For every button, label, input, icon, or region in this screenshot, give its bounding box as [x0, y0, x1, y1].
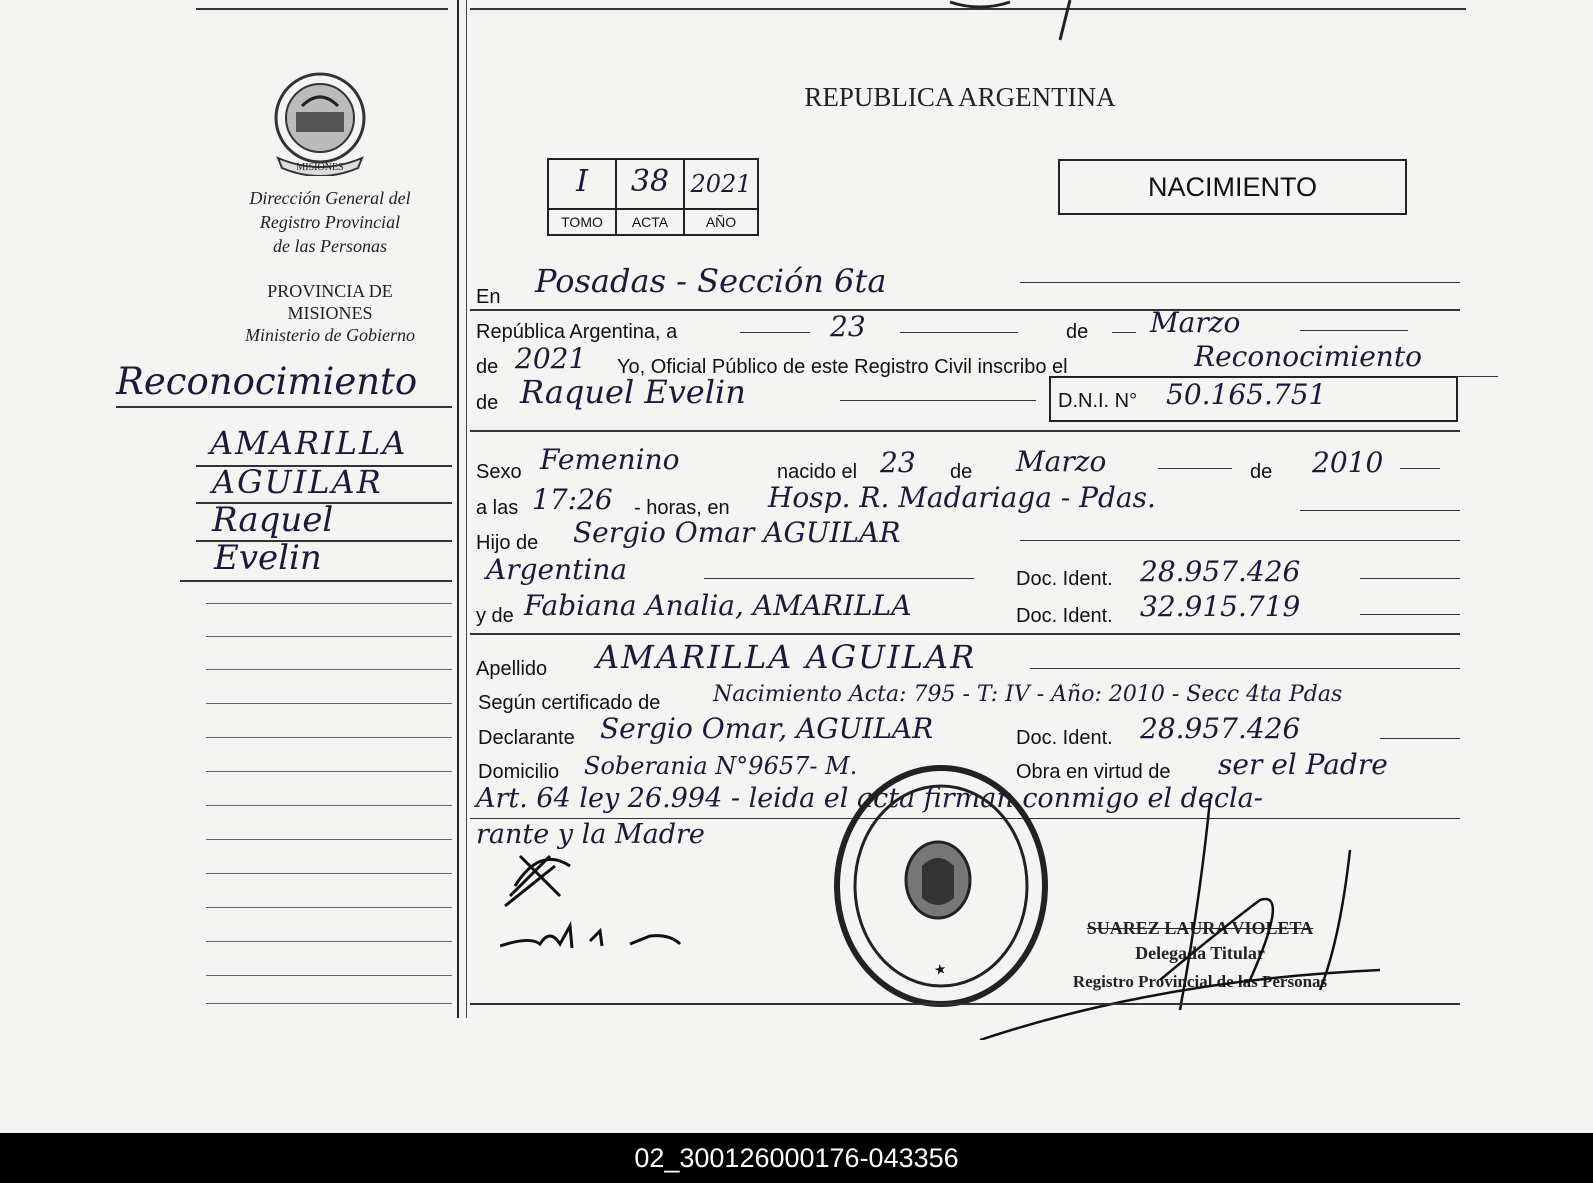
line	[740, 332, 810, 333]
line	[1300, 330, 1408, 331]
top-rule-left	[196, 8, 448, 10]
province-line: MISIONES	[287, 303, 373, 323]
birth-year-value: 2010	[1312, 446, 1384, 479]
official-title: Delegada Titular	[1135, 943, 1265, 963]
margin-note-underline	[116, 406, 452, 408]
agency-name	[210, 186, 450, 258]
act-value: Reconocimiento	[1194, 340, 1422, 373]
acta-value: 38	[630, 164, 670, 199]
birth-day-value: 23	[880, 446, 916, 479]
father-doc-value: 28.957.426	[1140, 555, 1301, 588]
registry-cell-anio	[685, 160, 757, 234]
dni-value: 50.165.751	[1166, 378, 1327, 411]
apellido-label: Apellido	[476, 658, 548, 680]
line	[1380, 738, 1460, 739]
line	[1030, 668, 1460, 669]
sexo-label: Sexo	[476, 461, 522, 483]
declarante-doc-value: 28.957.426	[1140, 712, 1301, 745]
line	[1020, 540, 1460, 541]
apellido-value: AMARILLA AGUILAR	[596, 638, 977, 676]
obra-value: ser el Padre	[1218, 748, 1388, 781]
domicilio-value: Soberania N°9657- M.	[584, 752, 858, 780]
line	[470, 633, 1460, 635]
place-value: Posadas - Sección 6ta	[535, 262, 887, 300]
declarant-signature	[500, 836, 720, 966]
month-value: Marzo	[1150, 306, 1241, 339]
agency-line: de las Personas	[273, 236, 387, 256]
father-nationality-value: Argentina	[486, 553, 628, 586]
province-block	[210, 280, 450, 346]
registry-cell-acta	[617, 160, 685, 234]
ministry-line: Ministerio de Gobierno	[245, 325, 415, 345]
left-blank-line	[206, 737, 452, 738]
de-year-label: de	[476, 356, 499, 378]
alas-label: a las	[476, 497, 519, 519]
en-label: En	[476, 286, 501, 308]
official-office: Registro Provincial de las Personas	[1072, 972, 1328, 991]
line	[840, 400, 1036, 401]
doc-label-3: Doc. Ident.	[1016, 727, 1113, 749]
acta-label: ACTA	[617, 208, 683, 234]
text-line-2: rante y la Madre	[476, 819, 705, 850]
left-blank-line	[206, 975, 452, 976]
tomo-value: I	[576, 164, 588, 199]
line	[1300, 510, 1460, 511]
declarante-value: Sergio Omar, AGUILAR	[600, 712, 934, 745]
doc-label-2: Doc. Ident.	[1016, 605, 1113, 627]
official-signature	[960, 780, 1430, 1040]
bottom-line	[470, 1003, 1460, 1005]
anio-value: 2021	[690, 170, 752, 198]
line	[1400, 468, 1440, 469]
horas-label: - horas, en	[634, 497, 730, 519]
svg-text:MISIONES: MISIONES	[296, 162, 344, 173]
line	[704, 578, 974, 579]
top-ink-marks	[930, 0, 1100, 45]
anio-label: AÑO	[685, 208, 757, 234]
left-blank-line	[206, 941, 452, 942]
de-label: de	[1066, 321, 1089, 343]
provincial-seal-icon	[268, 66, 372, 176]
father-value: Sergio Omar AGUILAR	[573, 516, 901, 549]
left-blank-line	[206, 805, 452, 806]
left-blank-line	[206, 603, 452, 604]
left-blank-line	[206, 771, 452, 772]
mother-doc-value: 32.915.719	[1140, 590, 1301, 623]
svg-text:★: ★	[932, 960, 948, 979]
margin-given-name-1: Raquel	[212, 500, 334, 540]
margin-surname-1: AMARILLA	[210, 424, 408, 462]
record-type: NACIMIENTO	[1058, 159, 1407, 215]
de-label-2: de	[950, 461, 973, 483]
segun-label: Según certificado de	[478, 692, 661, 714]
line	[1360, 614, 1460, 615]
de-name-label: de	[476, 392, 499, 414]
declarante-label: Declarante	[478, 727, 575, 749]
left-blank-line	[206, 873, 452, 874]
registry-box	[547, 158, 759, 236]
hijo-label: Hijo de	[476, 532, 539, 554]
mother-value: Fabiana Analia, AMARILLA	[524, 589, 912, 622]
obra-label: Obra en virtud de	[1016, 761, 1171, 783]
names-line	[180, 580, 452, 582]
margin-surname-2: AGUILAR	[212, 463, 383, 501]
line	[1020, 282, 1460, 283]
yo-text: Yo, Oficial Público de este Registro Civil inscribo el	[617, 356, 1068, 378]
margin-note: Reconocimiento	[116, 360, 418, 403]
tomo-label: TOMO	[549, 208, 615, 234]
line	[470, 309, 1460, 311]
agency-line: Registro Provincial	[259, 212, 401, 232]
line	[1360, 578, 1460, 579]
nacido-label: nacido el	[777, 461, 858, 483]
birth-time-value: 17:26	[532, 483, 613, 516]
agency-line: Dirección General del	[249, 188, 411, 208]
left-blank-line	[206, 669, 452, 670]
republica-label: República Argentina, a	[476, 321, 678, 343]
birth-month-value: Marzo	[1016, 445, 1107, 478]
left-blank-line	[206, 636, 452, 637]
left-blank-line	[206, 839, 452, 840]
page-divider-inner	[466, 0, 467, 1018]
domicilio-label: Domicilio	[478, 761, 560, 783]
page-divider	[457, 0, 459, 1018]
de-label-3: de	[1250, 461, 1273, 483]
registry-cell-tomo	[549, 160, 617, 234]
line	[470, 430, 1460, 432]
file-id: 02_300126000176-043356	[0, 1133, 1593, 1183]
left-blank-line	[206, 1003, 452, 1004]
yde-label: y de	[476, 605, 514, 627]
official-name: SUAREZ LAURA VIOLETA	[1086, 918, 1314, 938]
sexo-value: Femenino	[540, 443, 680, 476]
year-value: 2021	[515, 342, 587, 375]
margin-given-name-2: Evelin	[214, 538, 322, 578]
country-title: REPUBLICA ARGENTINA	[804, 82, 1116, 112]
line	[1112, 332, 1136, 333]
birth-place-value: Hosp. R. Madariaga - Pdas.	[768, 481, 1156, 514]
text-line-1: Art. 64 ley 26.994 - leida el acta firman conmigo el decla-	[476, 783, 1263, 814]
name-value: Raquel Evelin	[520, 373, 746, 411]
province-line: PROVINCIA DE	[267, 281, 393, 301]
line	[1158, 468, 1232, 469]
dni-label: D.N.I. N°	[1058, 390, 1138, 412]
certificado-value: Nacimiento Acta: 795 - T: IV - Año: 2010 - Secc 4ta Pdas	[713, 682, 1343, 707]
left-blank-line	[206, 907, 452, 908]
left-blank-line	[206, 703, 452, 704]
day-value: 23	[830, 310, 866, 343]
doc-label: Doc. Ident.	[1016, 568, 1113, 590]
line	[900, 332, 1018, 333]
